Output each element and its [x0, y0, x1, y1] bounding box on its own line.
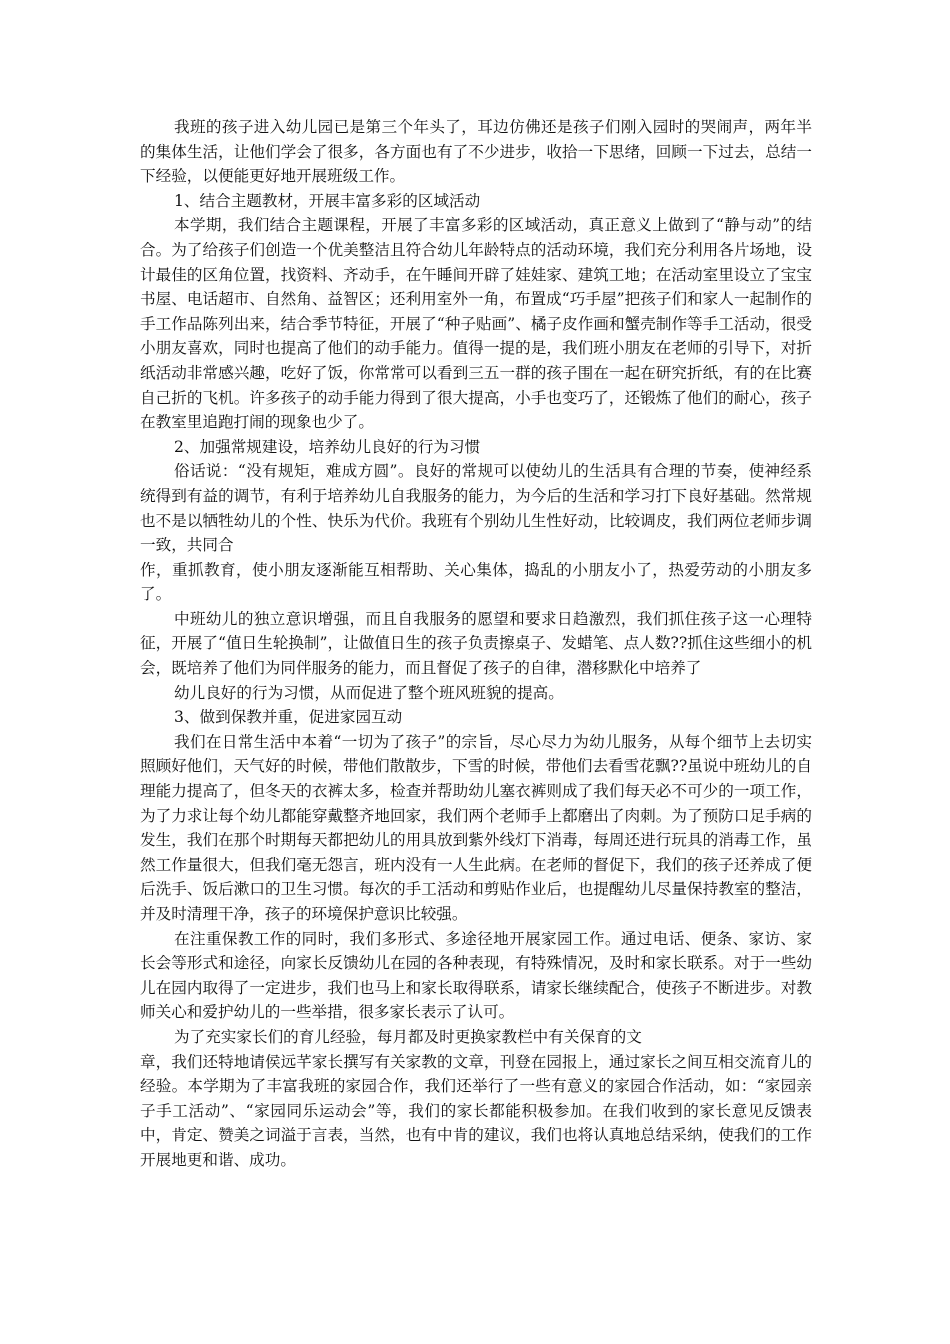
section-2-paragraph-4: 幼儿良好的行为习惯，从而促进了整个班风班貌的提高。: [174, 683, 564, 702]
document-body: [140, 115, 812, 1173]
section-2-paragraph-3: 中班幼儿的独立意识增强，而且自我服务的愿望和要求日趋激烈，我们抓住孩子这一心理特征，开展了“值日生轮换制”，让做值日生的孩子负责擦桌子、发蜡笔、点人数??抓住这些细小的机会，既培养了他们为同伴服务的能力，而且督促了孩子的自律，潜移默化中培养了: [140, 609, 813, 678]
section-heading-2: 2、加强常规建设，培养幼儿良好的行为习惯: [174, 437, 481, 456]
section-3-paragraph-3: 为了充实家长们的育儿经验，每月都及时更换家教栏中有关保育的文: [174, 1027, 642, 1046]
section-3-paragraph-4: 章，我们还特地请侯远芊家长撰写有关家教的文章，刊登在园报上，通过家长之间互相交流育儿的经验。本学期为了丰富我班的家园合作，我们还举行了一些有意义的家园合作活动，如：“家园亲子手工活动”、“家园同乐运动会”等，我们的家长都能积极参加。在我们收到的家长意见反馈表中，肯定、赞美之词溢于言表，当然，也有中肯的建议，我们也将认真地总结采纳，使我们的工作开展地更和谐、成功。: [140, 1052, 812, 1169]
section-1-paragraph: 本学期，我们结合主题课程，开展了丰富多彩的区域活动，真正意义上做到了“静与动”的结合。为了给孩子们创造一个优美整洁且符合幼儿年龄特点的活动环境，我们充分利用各片场地，设计最佳的区角位置，找资料、齐动手，在午睡间开辟了娃娃家、建筑工地；在活动室里设立了宝宝书屋、电话超市、自然角、益智区；还利用室外一角，布置成“巧手屋”把孩子们和家人一起制作的手工作品陈列出来，结合季节特征，开展了“种子贴画”、橘子皮作画和蟹壳制作等手工活动，很受小朋友喜欢，同时也提高了他们的动手能力。值得一提的是，我们班小朋友在老师的引导下，对折纸活动非常感兴趣，吃好了饭，你常常可以看到三五一群的孩子围在一起在研究折纸，有的在比赛自己折的飞机。许多孩子的动手能力得到了很大提高，小手也变巧了，还锻炼了他们的耐心，孩子在教室里追跑打闹的现象也少了。: [140, 216, 812, 432]
intro-paragraph: 我班的孩子进入幼儿园已是第三个年头了，耳边仿佛还是孩子们刚入园时的哭闹声，两年半的集体生活，让他们学会了很多，各方面也有了不少进步，收拾一下思绪，回顾一下过去，总结一下经验，以便能更好地开展班级工作。: [140, 118, 812, 186]
section-heading-3: 3、做到保教并重，促进家园互动: [174, 708, 403, 727]
section-3-paragraph-2: 在注重保教工作的同时，我们多形式、多途径地开展家园工作。通过电话、便条、家访、家长会等形式和途径，向家长反馈幼儿在园的各种表现，有特殊情况，及时和家长联系。对于一些幼儿在园内取得了一定进步，我们也马上和家长取得联系，请家长继续配合，使孩子不断进步。对教师关心和爱护幼儿的一些举措，很多家长表示了认可。: [140, 929, 812, 1022]
section-3-paragraph-1: 我们在日常生活中本着“一切为了孩子”的宗旨，尽心尽力为幼儿服务，从每个细节上去切实照顾好他们，天气好的时候，带他们散散步，下雪的时候，带他们去看雪花飘??虽说中班幼儿的自理能力提高了，但冬天的衣裤太多，检查并帮助幼儿塞衣裤则成了我们每天必不可少的一项工作，为了力求让每个幼儿都能穿戴整齐地回家，我们两个老师手上都磨出了肉刺。为了预防口足手病的发生，我们在那个时期每天都把幼儿的用具放到紫外线灯下消毒，每周还进行玩具的消毒工作，虽然工作量很大，但我们毫无怨言，班内没有一人生此病。在老师的督促下，我们的孩子还养成了便后洗手、饭后漱口的卫生习惯。每次的手工活动和剪贴作业后，也提醒幼儿尽量保持教室的整洁，并及时清理干净，孩子的环境保护意识比较强。: [140, 732, 812, 923]
section-2-paragraph-2: 作，重抓教育，使小朋友逐渐能互相帮助、关心集体，捣乱的小朋友小了，热爱劳动的小朋友多了。: [140, 560, 812, 604]
section-2-paragraph-1: 俗话说：“没有规矩，难成方圆”。良好的常规可以使幼儿的生活具有合理的节奏，使神经系统得到有益的调节，有利于培养幼儿自我服务的能力，为今后的生活和学习打下良好基础。然常规也不是以牺牲幼儿的个性、快乐为代价。我班有个别幼儿生性好动，比较调皮，我们两位老师步调一致，共同合: [140, 462, 812, 555]
section-heading-1: 1、结合主题教材，开展丰富多彩的区域活动: [174, 191, 481, 210]
